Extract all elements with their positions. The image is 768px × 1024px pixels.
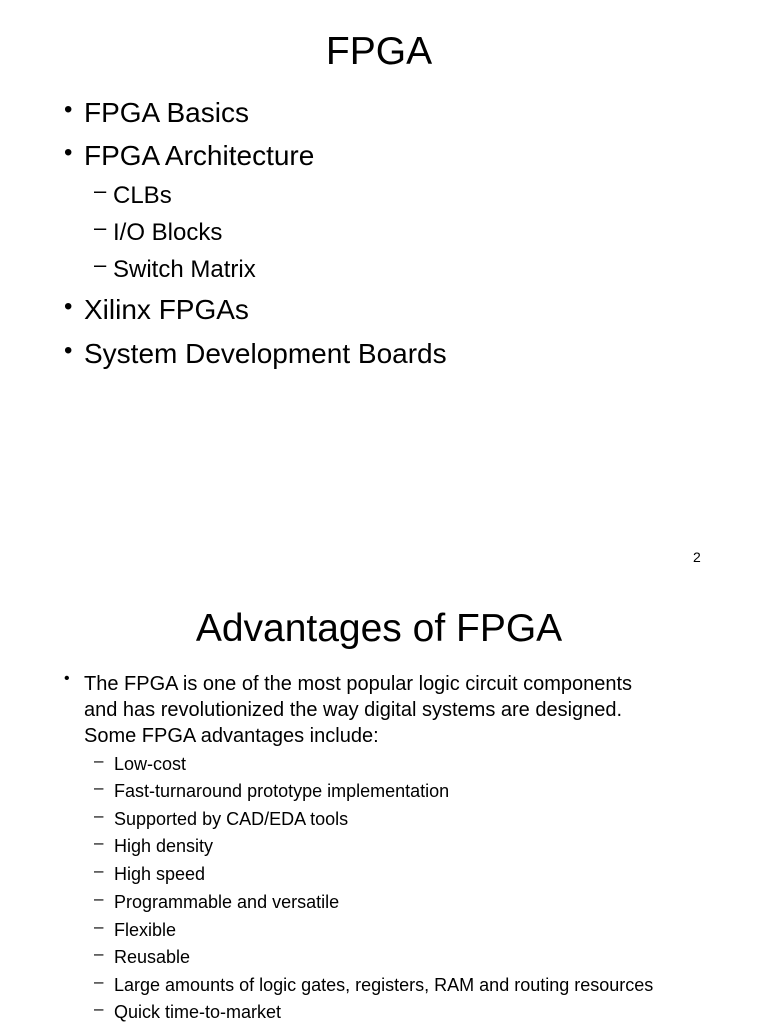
dash-icon: – (94, 778, 104, 797)
bullet-icon: • (64, 139, 73, 166)
bullet-text: FPGA Basics (84, 97, 249, 128)
bullet-text: System Development Boards (84, 338, 447, 369)
dash-icon: – (94, 215, 107, 240)
page-number: 2 (693, 549, 701, 565)
slide-advantages (0, 580, 768, 1024)
bullet-icon: • (64, 670, 70, 687)
sub-item-text: I/O Blocks (113, 219, 223, 246)
bullet-icon: • (64, 293, 73, 320)
advantage-text: High speed (114, 864, 206, 884)
dash-icon: – (94, 806, 104, 825)
dash-icon: – (94, 751, 104, 770)
dash-icon: – (94, 833, 104, 852)
advantage-text: Programmable and versatile (114, 892, 340, 912)
bullet-icon: • (64, 96, 73, 123)
slide-title: FPGA (325, 30, 433, 73)
advantage-text: Supported by CAD/EDA tools (114, 809, 349, 829)
advantage-text: Fast-turnaround prototype implementation (114, 781, 450, 801)
dash-icon: – (94, 861, 104, 880)
paragraph-line: The FPGA is one of the most popular logic circuit components (84, 673, 633, 695)
advantage-text: Quick time-to-market (114, 1002, 282, 1022)
dash-icon: – (94, 944, 104, 963)
paragraph-line: Some FPGA advantages include: (84, 725, 379, 747)
dash-icon: – (94, 972, 104, 991)
dash-icon: – (94, 252, 107, 277)
slide-title: Advantages of FPGA (195, 607, 563, 650)
advantage-text: Large amounts of logic gates, registers, RAM and routing resources (114, 975, 654, 995)
dash-icon: – (94, 999, 104, 1018)
bullet-text: FPGA Architecture (84, 140, 315, 171)
dash-icon: – (94, 889, 104, 908)
bullet-icon: • (64, 337, 73, 364)
sub-item-text: CLBs (113, 182, 172, 209)
paragraph-line: and has revolutionized the way digital systems are designed. (84, 699, 623, 721)
advantage-text: Reusable (114, 947, 191, 967)
intro-paragraph (84, 671, 724, 749)
bullet-text: Xilinx FPGAs (84, 294, 249, 325)
dash-icon: – (94, 178, 107, 203)
advantage-text: Flexible (114, 920, 177, 940)
advantage-text: Low-cost (114, 754, 187, 774)
dash-icon: – (94, 917, 104, 936)
advantage-text: High density (114, 836, 214, 856)
sub-item-text: Switch Matrix (113, 256, 256, 283)
